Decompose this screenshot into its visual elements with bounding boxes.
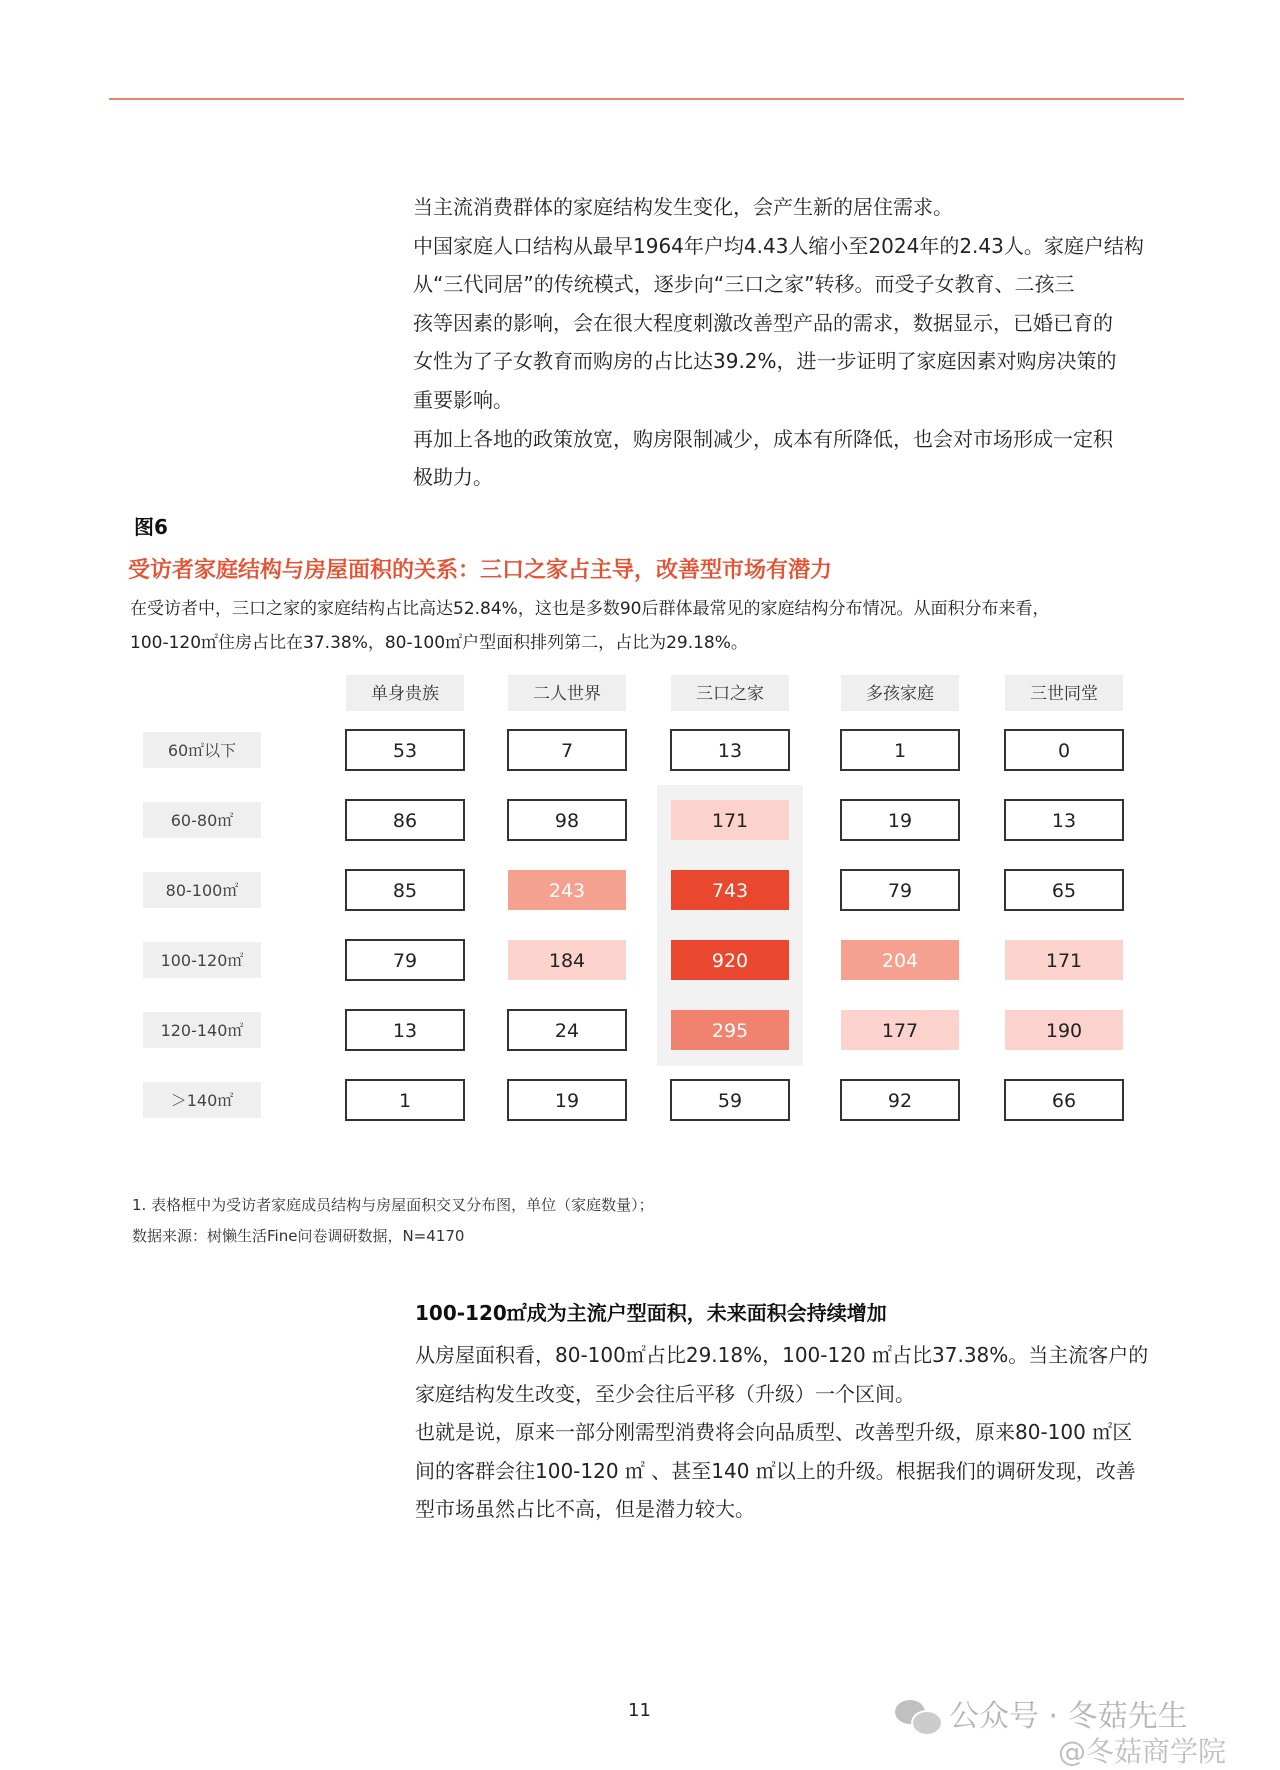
intro-paragraph: 极助力。 bbox=[413, 465, 493, 490]
heatmap-value: 65 bbox=[1051, 880, 1077, 902]
heatmap-value: 79 bbox=[887, 880, 913, 902]
heatmap-value: 13 bbox=[717, 740, 743, 762]
column-header: 单身贵族 bbox=[371, 684, 439, 704]
heatmap-value: 204 bbox=[881, 950, 919, 972]
heatmap-value: 0 bbox=[1057, 740, 1071, 762]
section-paragraph: 从房屋面积看，80-100㎡占比29.18%，100-120 ㎡占比37.38%。当主流客户的 bbox=[415, 1343, 1149, 1367]
row-label: 60㎡以下 bbox=[167, 741, 237, 760]
heatmap-value: 79 bbox=[392, 950, 418, 972]
section-paragraph: 也就是说，原来一部分刚需型消费将会向品质型、改善型升级，原来80-100 ㎡区 bbox=[415, 1420, 1133, 1445]
data-source: 数据来源：树懒生活Fine问卷调研数据，N=4170 bbox=[132, 1227, 465, 1245]
heatmap-value: 92 bbox=[887, 1090, 913, 1112]
intro-paragraph: 再加上各地的政策放宽，购房限制减少，成本有所降低，也会对市场形成一定积 bbox=[413, 426, 1113, 451]
row-label: 120-140㎡ bbox=[160, 1021, 244, 1040]
figure-label: 图6 bbox=[134, 515, 168, 539]
intro-paragraph: 中国家庭人口结构从最早1964年户均4.43人缩小至2024年的2.43人。家庭户结构 bbox=[413, 233, 1144, 258]
heatmap-value: 243 bbox=[548, 880, 586, 902]
intro-paragraph: 当主流消费群体的家庭结构发生变化，会产生新的居住需求。 bbox=[413, 195, 953, 219]
heatmap-value: 177 bbox=[881, 1020, 919, 1042]
intro-paragraph: 从“三代同居”的传统模式，逐步向“三口之家”转移。而受子女教育、二孩三 bbox=[413, 272, 1075, 297]
intro-text bbox=[413, 188, 1173, 497]
figure-description-line: 100-120㎡住房占比在37.38%，80-100㎡户型面积排列第二，占比为29.18%。 bbox=[130, 633, 748, 653]
page-number: 11 bbox=[628, 1700, 651, 1721]
heatmap-value: 1 bbox=[893, 740, 907, 762]
section-paragraph: 家庭结构发生改变，至少会往后平移（升级）一个区间。 bbox=[415, 1381, 915, 1406]
row-label: ＞140㎡ bbox=[170, 1091, 234, 1110]
heatmap-value: 171 bbox=[1045, 950, 1083, 972]
top-rule bbox=[109, 98, 1184, 100]
section-text bbox=[415, 1336, 1175, 1529]
wechat-icon bbox=[895, 1698, 941, 1736]
column-header: 三口之家 bbox=[696, 684, 764, 704]
row-label: 80-100㎡ bbox=[165, 881, 239, 900]
section-paragraph: 型市场虽然占比不高，但是潜力较大。 bbox=[415, 1497, 755, 1522]
heatmap-value: 295 bbox=[711, 1020, 749, 1042]
heatmap-value: 13 bbox=[392, 1020, 418, 1042]
row-label: 100-120㎡ bbox=[160, 951, 244, 970]
section-heading: 100-120㎡成为主流户型面积，未来面积会持续增加 bbox=[415, 1301, 887, 1325]
heatmap-value: 743 bbox=[711, 880, 749, 902]
heatmap-value: 19 bbox=[554, 1090, 580, 1112]
heatmap-value: 19 bbox=[887, 810, 913, 832]
heatmap-value: 184 bbox=[548, 950, 586, 972]
figure-note: 1. 表格框中为受访者家庭成员结构与房屋面积交叉分布图，单位（家庭数量）； bbox=[132, 1196, 654, 1214]
heatmap-value: 7 bbox=[560, 740, 574, 762]
figure-description-line: 在受访者中，三口之家的家庭结构占比高达52.84%，这也是多数90后群体最常见的家庭结构分布情况。从面积分布来看， bbox=[130, 599, 1050, 619]
heatmap-value: 24 bbox=[554, 1020, 580, 1042]
heatmap-value: 66 bbox=[1051, 1090, 1077, 1112]
column-header: 二人世界 bbox=[533, 684, 601, 704]
section-paragraph: 间的客群会往100-120 ㎡ 、甚至140 ㎡以上的升级。根据我们的调研发现，改善 bbox=[415, 1458, 1136, 1483]
intro-paragraph: 重要影响。 bbox=[413, 387, 513, 412]
heatmap-value: 1 bbox=[398, 1090, 412, 1112]
column-header: 多孩家庭 bbox=[866, 684, 934, 704]
intro-paragraph: 女性为了子女教育而购房的占比达39.2%，进一步证明了家庭因素对购房决策的 bbox=[413, 349, 1117, 374]
heatmap-value: 53 bbox=[392, 740, 418, 762]
heatmap-value: 85 bbox=[392, 880, 418, 902]
row-label: 60-80㎡ bbox=[170, 811, 234, 830]
heatmap-value: 13 bbox=[1051, 810, 1077, 832]
figure-title: 受访者家庭结构与房屋面积的关系：三口之家占主导，改善型市场有潜力 bbox=[128, 558, 833, 583]
heatmap-value: 98 bbox=[554, 810, 580, 832]
heatmap-value: 86 bbox=[392, 810, 418, 832]
figure-notes bbox=[132, 1190, 654, 1252]
watermark bbox=[895, 1692, 1227, 1768]
heatmap-value: 190 bbox=[1045, 1020, 1083, 1042]
column-header: 三世同堂 bbox=[1030, 684, 1098, 704]
intro-paragraph: 孩等因素的影响，会在很大程度刺激改善型产品的需求，数据显示，已婚已育的 bbox=[413, 310, 1113, 335]
figure-description bbox=[130, 592, 1170, 660]
watermark-text: 公众号 · 冬菇先生 bbox=[949, 1699, 1188, 1734]
watermark-sub: @冬菇商学院 bbox=[1058, 1735, 1227, 1768]
heatmap-value: 171 bbox=[711, 810, 749, 832]
heatmap-value: 59 bbox=[717, 1090, 743, 1112]
heatmap-value: 920 bbox=[711, 950, 749, 972]
